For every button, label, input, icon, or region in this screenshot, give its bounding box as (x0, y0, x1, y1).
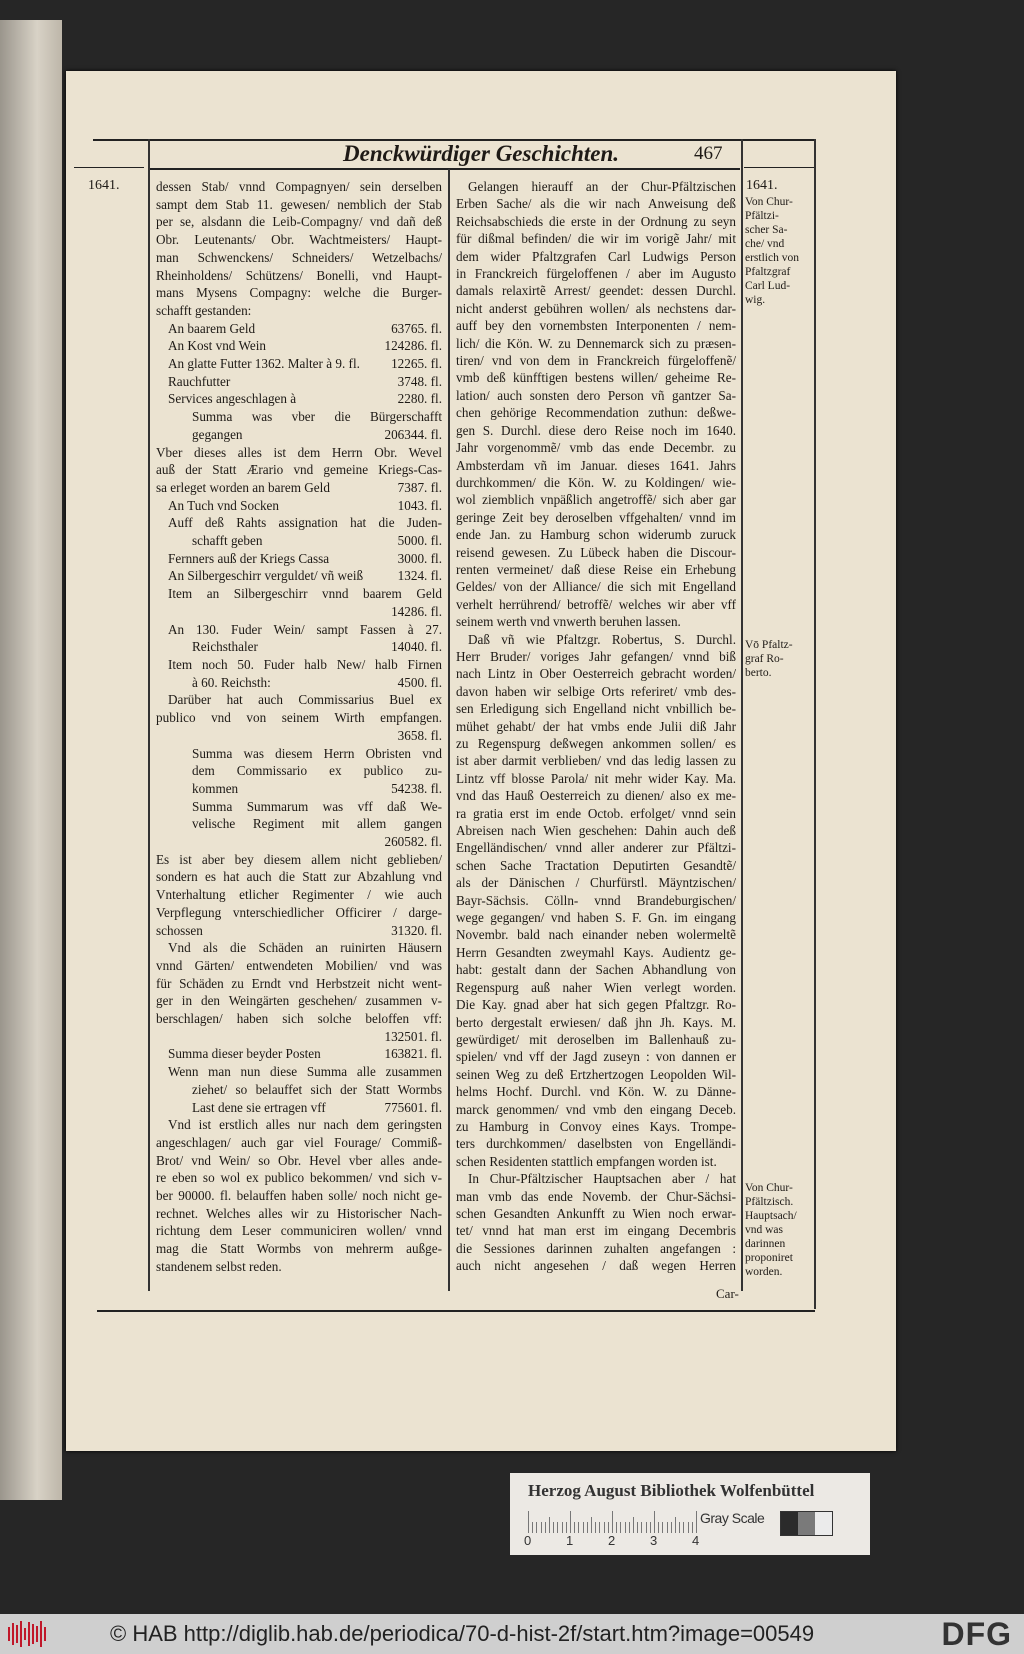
source-url[interactable]: © HAB http://diglib.hab.de/periodica/70-d-hist-2f/start.htm?image=00549 (110, 1621, 815, 1646)
text-line: Summa Summarum was vff daß We- (192, 798, 442, 814)
text-line: Reichsabschieds die erste in der Ordnung zu seyn (456, 213, 736, 229)
text-line (156, 923, 442, 938)
text-line (156, 604, 442, 619)
margin-year-right: 1641. (746, 178, 778, 193)
amount: 3000. fl. (397, 550, 442, 566)
catchword: Car- (716, 1286, 739, 1301)
column-line-right (741, 139, 743, 1291)
text-line: Lintz vff blosse Parola/ nit mehr wider Kay. Ma. (456, 770, 736, 786)
amount: 132501. fl. (384, 1028, 442, 1044)
text-line (156, 427, 442, 442)
scale-number: 1 (566, 1533, 574, 1548)
margin-note-line: Carl Lud- (745, 280, 791, 292)
text-line: re eben so wol ex publico bekommen/ vnd sich v- (156, 1170, 442, 1186)
text-line: Wenn man nun diese Summa alle zusammen (168, 1064, 442, 1080)
text-line: ist aber darmit verblieben/ vnd das ledig lassen zu (456, 753, 736, 769)
text-line: Jahr vorgenommẽ/ vmb das ende Decembr. zu (456, 440, 736, 456)
amount: 206344. fl. (384, 426, 442, 442)
text-line: durchkommen/ die Kön. W. zu Koldingen/ wie- (456, 474, 736, 490)
ruler-tick (578, 1522, 579, 1533)
text-line: Regenspurg auß naher Wien verlegt worden. (456, 979, 736, 995)
margin-note-hauptsach (745, 1181, 797, 1279)
page-number: 467 (694, 143, 723, 164)
ruler-tick (549, 1517, 550, 1533)
amount: 31320. fl. (391, 922, 442, 938)
text-line: für Schäden zu Erndt vnd Herbstzeit nicht went- (156, 975, 442, 991)
text-line: ters durchkommen/ daselbsten von Engelländi- (456, 1136, 736, 1152)
gray-swatch (781, 1512, 798, 1535)
text-line (156, 781, 442, 796)
line-text: gegangen (192, 426, 243, 442)
amount: 1324. fl. (397, 568, 442, 584)
amount: 5000. fl. (397, 533, 442, 549)
line-text: An Silbergeschirr verguldet/ vñ weiß (168, 568, 364, 584)
ruler-tick (658, 1522, 659, 1533)
text-line: seinen Weg zu deß Ertzhertzogen Leopolden Wil- (456, 1066, 736, 1082)
line-text: Services angeschlagen à (168, 391, 297, 407)
text-line (156, 675, 442, 690)
logo-bar (16, 1625, 18, 1643)
text-line: in Franckreich fürgeloffenen / aber im Augusto (456, 266, 736, 282)
amount: 14040. fl. (391, 639, 442, 655)
text-line: sondern es hat auch die Statt zur Abzahlung vnd (156, 869, 442, 885)
text-line: dem wider Pfaltzgrafen Carl Ludwigs Person (456, 248, 736, 264)
text-line: geringe Zeit bey deroselben vffgehalten/ vnnd im (456, 509, 736, 525)
text-line: helms Hochf. Durchl. vnd Kön. W. zu Dänne- (456, 1084, 736, 1100)
text-line: die Sessiones darinnen zuhalten angefangen : (456, 1240, 736, 1256)
margin-rule-left (74, 167, 144, 168)
margin-note-line: Pfältzisch. (745, 1196, 794, 1208)
ruler-tick (692, 1522, 693, 1533)
text-line: verhelt herrührend/ betroffẽ/ welches wir aber vff (456, 596, 736, 612)
text-line (156, 834, 442, 849)
text-line: seinem werth vnd vnwerth beruhen lassen. (456, 614, 681, 630)
line-text: Reichsthaler (192, 639, 258, 655)
text-line: habt: gestalt dann der Sachen Abhandlung von (456, 962, 736, 978)
line-text: An Kost vnd Wein (168, 338, 266, 354)
ruler-tick (541, 1522, 542, 1533)
text-line: man Schwenckens/ Schneiders/ Wetzelbachs/ (156, 249, 442, 265)
ruler-tick (532, 1522, 533, 1533)
amount: 260582. fl. (384, 834, 442, 850)
text-line: Engelländischen/ vnnd aller anderer zur Pfältzi- (456, 840, 736, 856)
text-line: vnd das Hauß Oesterreich zu dienen/ also ex me- (456, 788, 736, 804)
text-line: mans Mysens Compagny: welche die Burger- (156, 285, 442, 301)
text-line: lation/ auch sonsten dero Person vñ gantzer Sa- (456, 387, 736, 403)
text-line (156, 639, 442, 654)
ruler-tick (675, 1517, 676, 1533)
ruler-tick (574, 1522, 575, 1533)
text-line: ber 90000. fl. belauffen haben solle/ noch nicht ge- (156, 1188, 442, 1204)
ruler-tick (654, 1511, 655, 1533)
text-line: dem Commissario ex publico zu- (192, 763, 442, 779)
logo-bar (8, 1627, 10, 1641)
text-line: Abreisen nach Wien geschehen: Dahin auch deß (456, 823, 736, 839)
previous-page-edge (0, 20, 62, 1500)
text-line: angeschlagen/ auch gar viel Fourage/ Commiß- (156, 1134, 442, 1150)
amount: 2280. fl. (397, 391, 442, 407)
margin-note-line: graf Ro- (745, 653, 784, 665)
margin-note-line: worden. (745, 1266, 783, 1278)
ruler-tick (608, 1522, 609, 1533)
scale-number: 2 (608, 1533, 616, 1548)
text-line: schen Sache Tractation Deputirten Gesandtẽ/ (456, 857, 736, 873)
ruler-tick (671, 1522, 672, 1533)
amount: 12265. fl. (391, 356, 442, 372)
text-line (156, 1046, 442, 1061)
text-line: Herrn Gesandten zweymahl Kays. Audientz ge- (456, 944, 736, 960)
text-line: für dißmal befinden/ die wir im vorigẽ Jahr/ mit (456, 231, 736, 247)
line-text: schossen (156, 922, 203, 938)
text-line: Summa was diesem Herrn Obristen vnd (192, 745, 442, 761)
ruler-tick (570, 1511, 571, 1533)
ruler-tick (587, 1522, 588, 1533)
text-line: Vnterhaltung etlicher Regimenter / wie auch (156, 887, 442, 903)
text-line: Item noch 50. Fuder halb New/ halb Firnen (168, 656, 442, 672)
margin-note-line: Hauptsach/ (745, 1210, 797, 1222)
amount: 3748. fl. (397, 373, 442, 389)
text-line: davon haben wir selbige Orts referiret/ vmb des- (456, 683, 736, 699)
text-line: als der Dänischen / Churfürstl. Mäyntzischen/ (456, 875, 736, 891)
text-line: reisend gewesen. Zu Lübeck haben die Discour- (456, 544, 736, 560)
text-line: berschlagen/ haben sich solche beloffen vff: (156, 1011, 442, 1027)
margin-note-line: che/ vnd (745, 238, 785, 250)
amount: 54238. fl. (391, 780, 442, 796)
ruler-tick (683, 1522, 684, 1533)
text-line: auch nicht angesehen / daß wegen Herren (456, 1258, 736, 1274)
text-line (156, 498, 442, 513)
text-line: nicht anderst gebühren wollen/ als nechstens dar- (456, 300, 736, 316)
scale-number: 4 (692, 1533, 700, 1548)
text-line: Die Kay. gnad aber hat sich gegen Pfaltzgr. Ro- (456, 997, 736, 1013)
text-line: rechnet. Welches alles wir zu Historischer Nach- (156, 1205, 442, 1221)
margin-year-left: 1641. (88, 178, 120, 193)
text-line: zu Hamburg in Convoy eines Kays. Trompe- (456, 1118, 736, 1134)
text-line: auß der Statt Ærario vnd gemeine Kriegs-Cas- (156, 462, 442, 478)
ruler-tick (625, 1522, 626, 1533)
text-line: chen gehörige Recommendation zuthun: deßwe- (456, 405, 736, 421)
text-line: velische Regiment mit allem gangen (192, 816, 442, 832)
amount: 1043. fl. (397, 497, 442, 513)
ruler-tick (629, 1522, 630, 1533)
text-line: Novembr. bald nach einander neben wolermeltẽ (456, 927, 736, 943)
amount: 775601. fl. (384, 1099, 442, 1115)
text-line: vnnd Gärten/ entwendeten Mobilien/ vnd was (156, 957, 442, 973)
ruler-tick (536, 1522, 537, 1533)
amount: 4500. fl. (397, 674, 442, 690)
ruler-tick (696, 1511, 697, 1533)
text-line: auff bey den vornembsten Interponenten / nem- (456, 318, 736, 334)
text-line: Verpflegung vnterschiedlicher Officirer / darge- (156, 904, 442, 920)
ruler-tick (662, 1522, 663, 1533)
ruler-tick (528, 1511, 529, 1533)
gray-swatch (815, 1512, 832, 1535)
amount: 7387. fl. (397, 479, 442, 495)
ruler-tick (604, 1522, 605, 1533)
text-line: An 130. Fuder Wein/ sampt Fassen à 27. (168, 621, 442, 637)
text-line: Daß vñ wie Pfaltzgr. Robertus, S. Durchl. (468, 631, 736, 647)
text-line: Brot/ vnd Wein/ so Obr. Hevel vber alles ande- (156, 1152, 442, 1168)
ruler-tick (616, 1522, 617, 1533)
ruler-scale (528, 1507, 700, 1533)
margin-note-line: Von Chur- (745, 196, 793, 208)
text-line (156, 533, 442, 548)
text-line (156, 480, 442, 495)
margin-note-line: erstlich von (745, 252, 799, 264)
text-line (156, 321, 442, 336)
text-line: marck genommen/ vnd vmb den eingang Deceb. (456, 1101, 736, 1117)
logo-bar (28, 1622, 30, 1646)
margin-note-line: vnd was (745, 1224, 784, 1236)
text-line (156, 1029, 442, 1044)
footer-bar (0, 1614, 1024, 1654)
text-line: Es ist aber bey diesem allem nicht geblieben/ (156, 851, 442, 867)
subheader-rule (148, 168, 740, 170)
text-line: Vnd als die Schäden an ruinirten Häusern (168, 940, 442, 956)
ruler-tick (641, 1522, 642, 1533)
text-line (156, 374, 442, 389)
text-line: In Chur-Pfältzischer Hauptsachen aber / hat (468, 1171, 736, 1187)
logo-bar (32, 1624, 34, 1644)
amount: 124286. fl. (384, 338, 442, 354)
ruler-tick (646, 1522, 647, 1533)
scale-number: 3 (650, 1533, 658, 1548)
ruler-tick (688, 1522, 689, 1533)
text-line (156, 338, 442, 353)
text-line (156, 551, 442, 566)
ruler-tick (650, 1522, 651, 1533)
line-text: sa erleget worden an barem Geld (156, 479, 330, 495)
hab-logo-icon (8, 1620, 46, 1648)
text-line (156, 356, 442, 371)
ruler-tick (633, 1517, 634, 1533)
text-line: dessen Stab/ vnnd Compagnyen/ sein derselben (156, 179, 442, 194)
ruler-tick (545, 1522, 546, 1533)
logo-bar (44, 1627, 46, 1641)
logo-bar (36, 1626, 38, 1642)
margin-note-line: darinnen (745, 1238, 786, 1250)
text-line: vmb deß künfftigen bestens willen/ geheime Re- (456, 370, 736, 386)
text-line (156, 1100, 442, 1115)
text-line: Summa was vber die Bürgerschafft (192, 409, 442, 425)
text-line: Erben Sache/ als die wir nach Anweisung deß (456, 196, 736, 212)
line-text: kommen (192, 780, 239, 796)
ruler-tick (566, 1522, 567, 1533)
text-line: richtung dem Leser communiciren wollen/ vnnd (156, 1223, 442, 1239)
text-line: Item an Silbergeschirr vnnd baarem Geld (168, 586, 442, 602)
text-line: nach Lintz in Ober Oesterreich gebracht worden/ (456, 666, 736, 682)
ruler-tick (562, 1522, 563, 1533)
footer-rule (97, 1310, 815, 1312)
margin-note-line: wig. (745, 294, 766, 306)
column-line-left (148, 139, 150, 1291)
text-line: schen Residenten stattlich empfangen worden ist. (456, 1153, 717, 1169)
ruler-tick (599, 1522, 600, 1533)
line-text: à 60. Reichsth: (192, 674, 271, 690)
gray-swatch (798, 1512, 815, 1535)
text-line: Rheinholdens/ Schützens/ Bonelli, vnd Haupt- (156, 267, 442, 283)
text-line: publico vnd von seinem Wirth empfangen. (156, 710, 442, 726)
running-title: Denckwürdiger Geschichten. (343, 141, 619, 166)
text-line: tiren/ vnd von dem in Franckreich fürgeloffenẽ/ (456, 353, 736, 369)
ruler-tick (637, 1522, 638, 1533)
text-line: gen S. Durchl. diese dero Reise noch im 1640. (456, 422, 736, 438)
text-line: standenem selbst reden. (156, 1258, 282, 1274)
text-line: mühet gehabt/ der hat vmbs ende Julii diß Jahr (456, 718, 736, 734)
gray-scale-swatches (780, 1511, 833, 1536)
ruler-tick (591, 1517, 592, 1533)
text-line: renten vermeinet/ daß diese Reise ein Erhebung (456, 561, 736, 577)
margin-note-pfaltzgraf-roberto (745, 638, 793, 680)
outer-line-right (814, 139, 816, 1309)
ruler-tick (583, 1522, 584, 1533)
text-line: Ambsterdam vñ im Januar. dieses 1641. Jahrs (456, 457, 736, 473)
text-line: gewürdiget/ mit deroselben im Ballenhauß zu- (456, 1031, 736, 1047)
margin-note-line: Pfaltzgraf (745, 266, 791, 278)
margin-note-line: Von Chur- (745, 1182, 793, 1194)
line-text: An Tuch vnd Socken (168, 497, 280, 513)
text-line: mag die Statt Wormbs von mehrerm außge- (156, 1241, 442, 1257)
logo-bar (40, 1621, 42, 1647)
margin-note-line: Vō Pfaltz- (745, 639, 793, 651)
ruler-tick (667, 1522, 668, 1533)
gray-scale-label: Gray Scale (700, 1510, 765, 1526)
line-text: Rauchfutter (168, 373, 231, 389)
text-line: Gelangen hierauff an der Chur-Pfältzischen (468, 179, 736, 194)
document-page (66, 71, 896, 1451)
line-text: Summa dieser beyder Posten (168, 1046, 321, 1062)
text-line: damals relaxirtẽ Arrest/ geendet: dessen Durchl. (456, 283, 736, 299)
text-line: sen Erledigung sich Engelland nicht vnbillich be- (456, 701, 736, 717)
amount: 14286. fl. (391, 603, 442, 619)
column-divider (448, 169, 450, 1291)
text-line: ende Jan. zu Hamburg schon widerumb zuruck (456, 527, 736, 543)
ruler-tick (679, 1522, 680, 1533)
amount: 163821. fl. (384, 1046, 442, 1062)
scale-number: 0 (524, 1533, 532, 1548)
amount: 63765. fl. (391, 320, 442, 336)
text-line: schen Gesandten Ankunfft zu Wien noch erwar- (456, 1205, 736, 1221)
text-line: ziehet/ so belauffet sich der Statt Wormbs (192, 1081, 442, 1097)
library-name: Herzog August Bibliothek Wolfenbüttel (528, 1481, 815, 1500)
text-line: Herr Bruder/ voriges Jahr gefangen/ vnnd biß (456, 648, 736, 664)
text-line: ger in den Weingärten geschehen/ zusammen v- (156, 993, 442, 1009)
ruler-tick (612, 1511, 613, 1533)
line-text: An glatte Futter 1362. Malter à 9. fl. (168, 356, 360, 372)
dfg-logo: DFG (941, 1615, 1012, 1652)
margin-note-line: scher Sa- (745, 224, 788, 236)
text-line (156, 568, 442, 583)
margin-note-line: berto. (745, 667, 772, 679)
text-line: wege gegangen/ vnd haben S. F. Gn. im eingang (456, 910, 736, 926)
margin-note-line: proponiret (745, 1252, 793, 1264)
text-line: Bayr-Sächsis. Cölln- vnnd Brandeburgischen/ (456, 892, 736, 908)
text-line: spielen/ vnd vff der Jagd zuseyn : von dannen er (456, 1049, 736, 1065)
right-text-column (456, 179, 736, 1274)
text-line: berto dergestalt erwiesen/ daß jhn Jh. Kays. M. (456, 1014, 736, 1030)
text-line: Auff deß Rahts assignation hat die Juden- (168, 515, 442, 531)
text-line: Vber dieses alles ist dem Herrn Obr. Wevel (156, 444, 442, 460)
logo-bar (20, 1621, 22, 1647)
line-text: An baarem Geld (168, 320, 256, 336)
left-text-column (156, 179, 442, 1274)
line-text: Fernners auß der Kriegs Cassa (168, 550, 330, 566)
text-line: per se, alsdann die Leib-Compagny/ vnd dañ deß (156, 214, 442, 230)
text-line: sampt dem Stab 11. gewesen/ nemblich der Stab (156, 196, 442, 212)
text-line: lich/ die Kön. W. zu Dennemarck sich zu præsen- (456, 335, 736, 351)
text-line: Darüber hat auch Commissarius Buel ex (168, 692, 442, 708)
line-text: Last dene sie ertragen vff (192, 1099, 326, 1115)
ruler-tick (620, 1522, 621, 1533)
margin-note-pfaltzgraf-carl-ludwig (745, 195, 799, 307)
margin-note-line: Pfältzi- (745, 210, 779, 222)
logo-bar (12, 1623, 14, 1645)
text-line: ra gratia erst im ende Octob. erfolget/ vnnd sein (456, 805, 736, 821)
amount: 3658. fl. (397, 727, 442, 743)
text-line (156, 391, 442, 406)
text-line: zu Regenspurg deßwegen ankommen sollen/ es (456, 736, 736, 751)
ruler-tick (595, 1522, 596, 1533)
ruler-tick (553, 1522, 554, 1533)
text-line (156, 728, 442, 743)
text-line: Vnd ist erstlich alles nur nach dem geringsten (168, 1117, 442, 1133)
margin-rule-right (744, 167, 814, 168)
ruler-tick (557, 1522, 558, 1533)
library-scale-label (510, 1473, 870, 1555)
text-line: Obr. Leutenants/ Obr. Wachtmeisters/ Haupt- (156, 232, 442, 248)
text-line: tet/ vnnd hat man erst im eingang Decembris (456, 1223, 736, 1239)
line-text: schafft geben (192, 533, 263, 549)
text-line: Geldes/ von der Alliance/ die sich mit Engelland (456, 579, 736, 595)
text-line: man vmb das ende Novemb. der Chur-Sächsi- (456, 1188, 736, 1204)
logo-bar (24, 1628, 26, 1640)
text-line: schafft gestanden: (156, 302, 252, 318)
text-line: wol ziemblich vnpäßlich angetroffẽ/ sich aber gar (456, 492, 736, 508)
